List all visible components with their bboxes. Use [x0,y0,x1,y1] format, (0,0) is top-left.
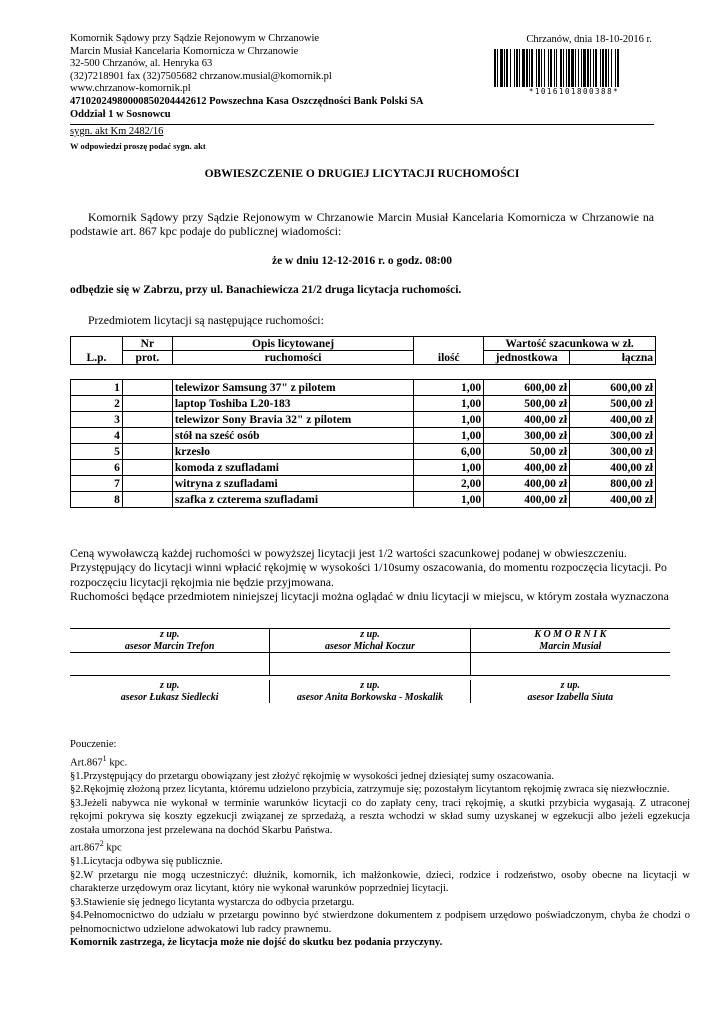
row-nr [122,492,172,508]
signature: z up. asesor Marcin Trefon [124,629,215,652]
row-total-value: 300,00 zł [570,444,656,460]
row-quantity: 1,00 [414,396,484,412]
header-line: (32)7218901 fax (32)7505682 chrzanow.musial@komornik.pl [70,70,332,82]
table-row [71,412,656,428]
row-nr [122,444,172,460]
auction-location: odbędzie się w Zabrzu, przy ul. Banachiewicza 21/2 druga licytacja ruchomości. [70,284,462,296]
row-quantity: 1,00 [414,460,484,476]
row-nr [122,428,172,444]
row-quantity: 6,00 [414,444,484,460]
row-unit-value: 500,00 zł [484,396,570,412]
header-line: www.chrzanow-komornik.pl [70,83,191,95]
row-nr [122,380,172,396]
signature: K O M O R N I K Marcin Musiał [534,629,607,652]
row-description: stół na sześć osób [172,428,413,444]
note-line: Ceną wywoławczą każdej ruchomości w powyższej licytacji jest 1/2 wartości szacunkowej podanej w obwieszczeniu. [70,546,627,560]
header-lp: L.p. [71,337,123,365]
row-lp: 1 [71,380,123,396]
barcode-icon [493,49,655,89]
header-line: Komornik Sądowy przy Sądzie Rejonowym w Chrzanowie [70,33,320,44]
header-opis: Opis licytowanej [172,337,413,351]
header-wartosc: Wartość szacunkowa w zł. [484,337,656,351]
header-laczna: łączna [570,351,656,365]
row-description: witryna z szufladami [172,476,413,492]
row-unit-value: 400,00 zł [484,492,570,508]
row-description: laptop Toshiba L20-183 [172,396,413,412]
signature: z up. asesor Izabella Siuta [527,680,614,703]
row-unit-value: 50,00 zł [484,444,570,460]
instructions-heading: Pouczenie: [70,739,117,750]
article-867-1: Art.867$^1$ kpc. [70,753,128,769]
row-description: komoda z szufladami [172,460,413,476]
row-nr [122,476,172,492]
row-total-value: 300,00 zł [570,428,656,444]
header-prot: prot. [122,351,172,365]
document-date: Chrzanów, dnia 18-10-2016 r. [526,34,652,45]
article-paragraph: §3.Jeżeli nabywca nie wykonał w terminie warunków licytacji co do zapłaty ceny, traci rękojmię, a skutki przybicia wygasają. Z utraconej rękojmi pokrywa się koszty egzekucji związanej ze sprzedażą, a reszta wchodzi w skład sumy uzyskanej w egzekucji albo jeżeli egzekucja została umorzona jest przelewana na dochód Skarbu Państwa. [70,797,690,836]
row-total-value: 500,00 zł [570,396,656,412]
signature: z up. asesor Łukasz Siedlecki [120,680,219,703]
header-line: 32-500 Chrzanów, al. Henryka 63 [70,58,213,70]
row-total-value: 400,00 zł [570,460,656,476]
article-paragraph: §3.Stawienie się jednego licytanta wystarcza do odbycia przetargu. [70,896,355,908]
article-867-2: art.867$^2$ kpc [70,839,122,854]
case-signature: sygn. akt Km 2482/16 [70,126,164,137]
row-nr [122,460,172,476]
row-quantity: 1,00 [414,492,484,508]
final-reservation: Komornik zastrzega, że licytacja może nie dojść do skutku bez podania przyczyny. [70,937,443,949]
legal-instructions [70,738,690,950]
row-description: krzesło [172,444,413,460]
row-unit-value: 600,00 zł [484,380,570,396]
case-signature-note: W odpowiedzi proszę podać sygn. akt [70,141,206,151]
document-title: OBWIESZCZENIE O DRUGIEJ LICYTACJI RUCHOMOŚCI [204,168,520,180]
row-description: telewizor Samsung 37" z pilotem [172,380,413,396]
barcode-number: *1016101800388* [528,87,620,96]
table-row [71,428,656,444]
items-table [70,336,656,508]
auction-datetime: że w dniu 12-12-2016 r. o godz. 08:00 [271,255,453,267]
row-unit-value: 400,00 zł [484,460,570,476]
signature: z up. asesor Michał Koczur [269,629,470,652]
bank-account: 47102024980000850204442612 Powszechna Kasa Oszczędności Bank Polski SA [70,95,424,107]
article-paragraph: §1.Przystępujący do przetargu obowiązany jest złożyć rękojmię w wysokości jednej dziesiątej sumy oszacowania. [70,770,555,782]
row-quantity: 1,00 [414,428,484,444]
signature: z up. asesor Anita Borkowska - Moskalik [269,680,470,703]
row-nr [122,412,172,428]
row-unit-value: 400,00 zł [484,476,570,492]
bank-branch: Oddział 1 w Sosnowcu [70,108,171,120]
header-ruchomosci: ruchomości [172,351,413,365]
row-lp: 7 [71,476,123,492]
table-row [71,492,656,508]
article-paragraph: §2.Rękojmię złożoną przez licytanta, któremu udzielono przybicia, zatrzymuje się; pozostałym licytantom rękojmię zwraca się niezwłocznie. [70,784,670,796]
row-quantity: 2,00 [414,476,484,492]
row-nr [122,396,172,412]
article-paragraph: §1.Licytacja odbywa się publicznie. [70,856,223,868]
row-total-value: 800,00 zł [570,476,656,492]
table-row [71,476,656,492]
row-lp: 6 [71,460,123,476]
row-description: szafka z czterema szufladami [172,492,413,508]
header-block [70,33,424,121]
row-total-value: 600,00 zł [570,380,656,396]
signature-spacer [70,652,670,676]
row-lp: 2 [71,396,123,412]
subject-line: Przedmiotem licytacji są następujące ruchomości: [88,313,324,327]
table-row [71,444,656,460]
article-paragraph: §2.W przetargu nie mogą uczestniczyć: dłużnik, komornik, ich małżonkowie, dzieci, rodzice i rodzeństwo, osoby obecne na licytacji w charakterze urzędowym oraz licytant, który nie wykonał warunków poprzedniej licytacji. [70,869,690,895]
header-line: Marcin Musiał Kancelaria Komornicza w Chrzanowie [70,45,299,57]
header-ilosc: ilość [414,337,484,365]
row-lp: 8 [71,492,123,508]
row-lp: 5 [71,444,123,460]
signatures-block [70,628,670,703]
note-line: Przystępujący do licytacji winni wpłacić rękojmię w wysokości 1/10sumy oszacowania, do momentu rozpoczęcia licytacji. Po rozpoczęciu licytacji rękojmia nie będzie przyjmowana. [70,560,667,589]
header-jednostkowa: jednostkowa [484,351,570,365]
table-row [71,460,656,476]
row-description: telewizor Sony Bravia 32" z pilotem [172,412,413,428]
table-row [71,380,656,396]
article-paragraph: §4.Pełnomocnictwo do udziału w przetargu powinno być stwierdzone dokumentem z podpisem urzędowo poświadczonym, chyba że chodzi o pełnomocnictwo udzielone adwokatowi lub radcy prawnemu. [70,910,690,935]
row-unit-value: 400,00 zł [484,412,570,428]
row-unit-value: 300,00 zł [484,428,570,444]
header-divider [70,124,654,125]
row-lp: 4 [71,428,123,444]
row-lp: 3 [71,412,123,428]
row-total-value: 400,00 zł [570,412,656,428]
table-row [71,396,656,412]
auction-notes [70,546,670,603]
row-quantity: 1,00 [414,380,484,396]
intro-paragraph: Komornik Sądowy przy Sądzie Rejonowym w Chrzanowie Marcin Musiał Kancelaria Komornicza w Chrzanowie na podstawie art. 867 kpc podaje do publicznej wiadomości: [70,210,654,239]
header-nr: Nr [122,337,172,351]
row-total-value: 400,00 zł [570,492,656,508]
row-quantity: 1,00 [414,412,484,428]
note-line: Ruchomości będące przedmiotem niniejszej licytacji można oglądać w dniu licytacji w miejscu, w którym została wyznaczona [70,588,669,603]
